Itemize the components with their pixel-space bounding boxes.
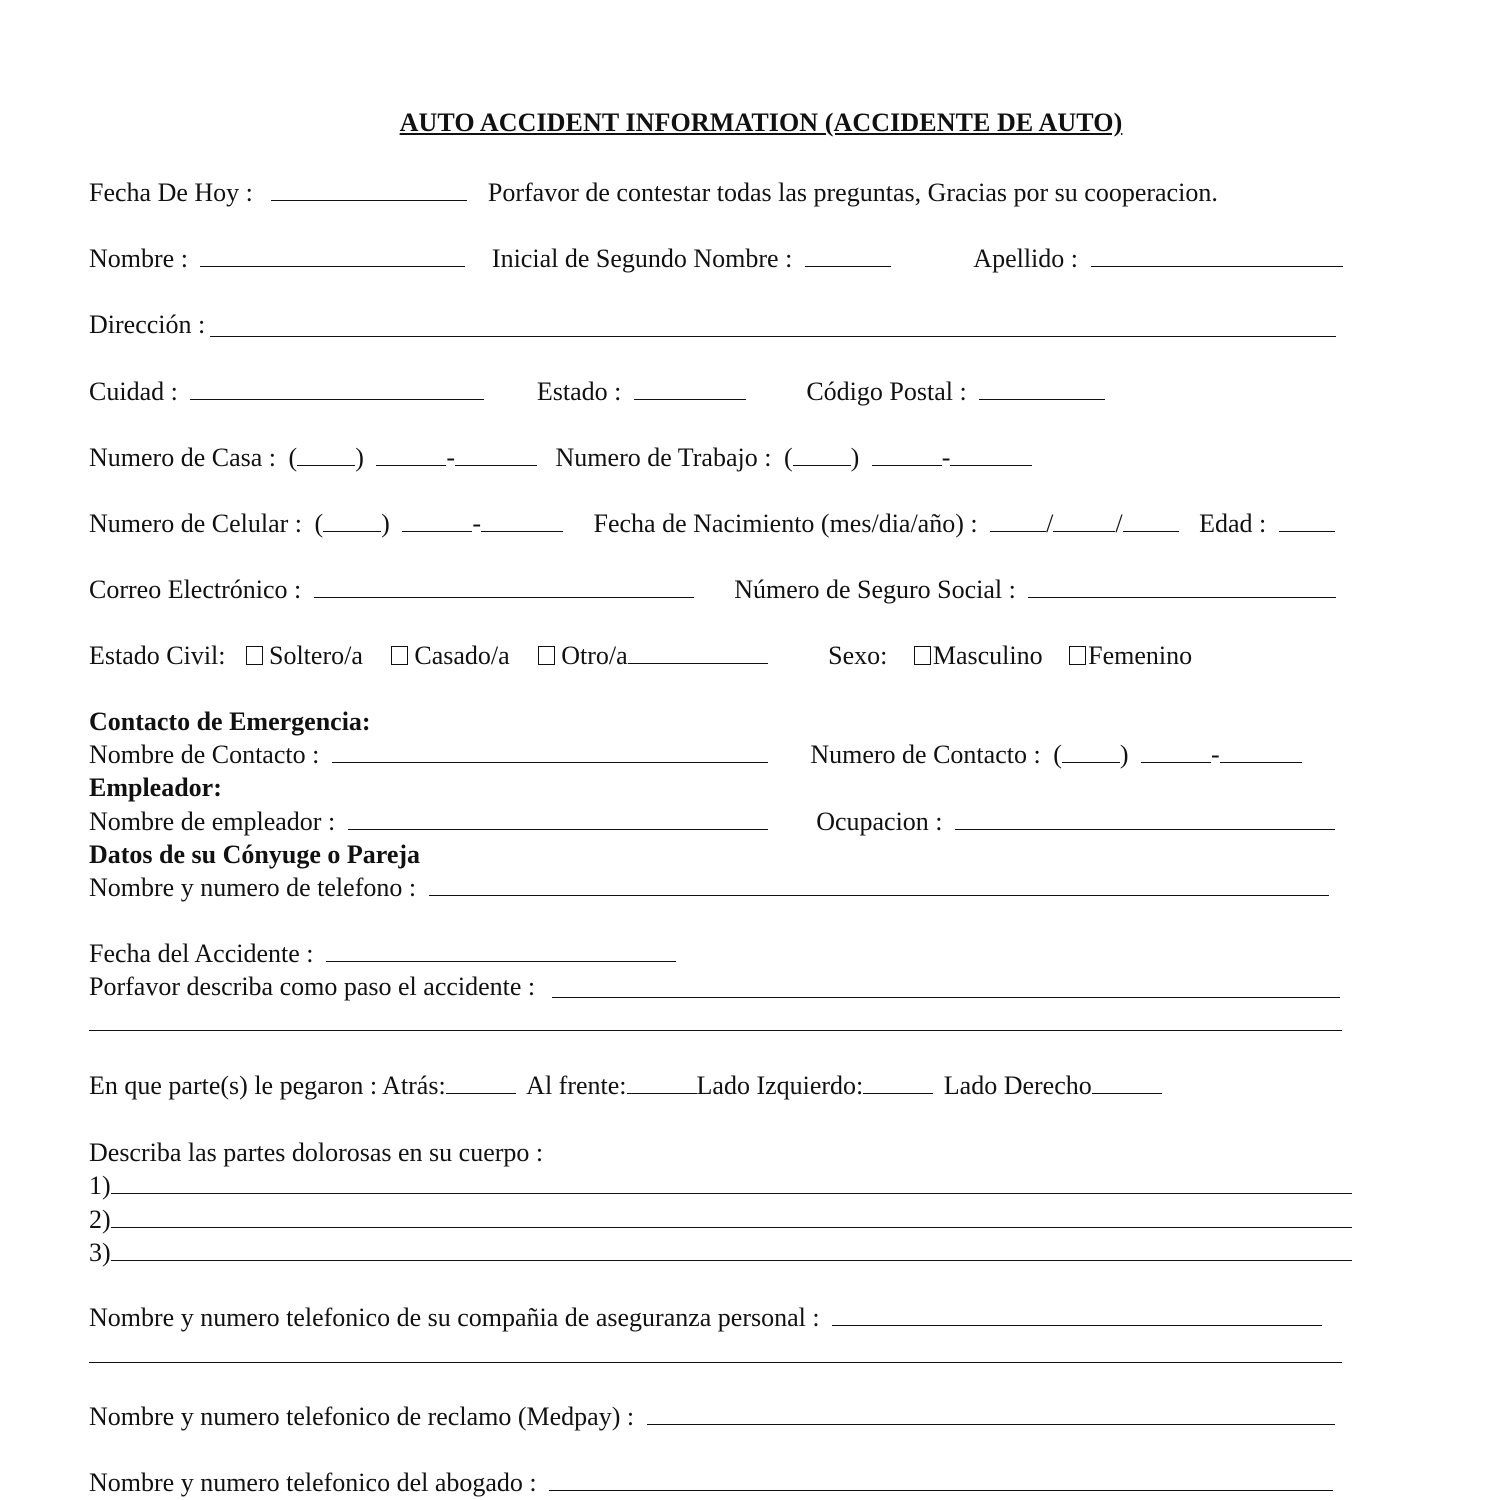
- row-conyuge: [89, 871, 1329, 905]
- casa-prefix-field[interactable]: [376, 443, 446, 466]
- row-empleador: [89, 805, 1335, 839]
- seguro-label: Nombre y numero telefonico de su compañia de aseguranza personal :: [89, 1303, 820, 1332]
- nacimiento-ano-field[interactable]: [1123, 509, 1179, 532]
- abogado-label: Nombre y numero telefonico del abogado :: [89, 1468, 537, 1497]
- row-ciudad: [89, 375, 1105, 409]
- nacimiento-dia-field[interactable]: [1053, 509, 1115, 532]
- trabajo-number-field[interactable]: [950, 443, 1032, 466]
- trabajo-area-field[interactable]: [793, 443, 851, 466]
- paren-close: ): [850, 443, 860, 472]
- medpay-label: Nombre y numero telefonico de reclamo (Medpay) :: [89, 1402, 635, 1431]
- empleador-heading: Empleador:: [89, 773, 222, 802]
- option-otro[interactable]: [538, 641, 627, 670]
- row-abogado: [89, 1466, 1333, 1500]
- row-correo: [89, 573, 1336, 607]
- edad-field[interactable]: [1279, 509, 1335, 532]
- describa-label: Porfavor describa como paso el accidente :: [89, 972, 536, 1001]
- option-masculino[interactable]: [914, 641, 1043, 670]
- slash: /: [1046, 509, 1054, 538]
- dolor-item-1: [89, 1169, 1352, 1203]
- nombre-field[interactable]: [200, 244, 465, 267]
- dolor-item-2: [89, 1203, 1352, 1237]
- fecha-hoy-label: Fecha De Hoy :: [89, 178, 253, 207]
- describa-field-line-2[interactable]: [89, 1030, 1342, 1031]
- izquierdo-label: Lado Izquierdo:: [696, 1071, 864, 1100]
- estado-field[interactable]: [634, 377, 746, 400]
- casa-label: Numero de Casa :: [89, 443, 277, 472]
- row-fecha-hoy: [89, 176, 1218, 210]
- dolor-item-3: [89, 1236, 1352, 1270]
- ssn-label: Número de Seguro Social :: [734, 575, 1016, 604]
- direccion-label: Dirección :: [89, 310, 206, 339]
- row-fecha-accidente: [89, 937, 676, 971]
- paren-open: (: [783, 443, 793, 472]
- ciudad-label: Cuidad :: [89, 377, 178, 406]
- emergencia-prefix-field[interactable]: [1141, 740, 1211, 763]
- seguro-field[interactable]: [832, 1303, 1322, 1326]
- fecha-accidente-label: Fecha del Accidente :: [89, 939, 314, 968]
- emergencia-numero-label: Numero de Contacto :: [810, 740, 1041, 769]
- checkbox[interactable]: [1069, 646, 1086, 665]
- casa-area-field[interactable]: [297, 443, 355, 466]
- instructions-note: Porfavor de contestar todas las preguntas, Gracias por su cooperacion.: [487, 178, 1218, 207]
- option-soltero[interactable]: [246, 641, 363, 670]
- emergencia-nombre-label: Nombre de Contacto :: [89, 740, 320, 769]
- dolor-field-1[interactable]: [111, 1171, 1352, 1194]
- postal-label: Código Postal :: [806, 377, 967, 406]
- dolor-item-number: 3): [89, 1238, 111, 1267]
- paren-close: ): [381, 509, 390, 538]
- fecha-hoy-field[interactable]: [271, 178, 467, 201]
- fecha-accidente-field[interactable]: [326, 939, 676, 962]
- dash: -: [941, 443, 951, 472]
- option-label: Soltero/a: [269, 641, 363, 670]
- trabajo-prefix-field[interactable]: [872, 443, 942, 466]
- slash: /: [1115, 509, 1123, 538]
- estado-label: Estado :: [536, 377, 622, 406]
- conyuge-label: Nombre y numero de telefono :: [89, 873, 417, 902]
- row-celular: [89, 507, 1335, 541]
- medpay-field[interactable]: [647, 1402, 1335, 1425]
- ocupacion-label: Ocupacion :: [816, 807, 943, 836]
- paren-open: (: [1053, 740, 1062, 769]
- celular-label: Numero de Celular :: [89, 509, 302, 538]
- paren-open: (: [288, 443, 298, 472]
- dolor-item-number: 2): [89, 1205, 111, 1234]
- option-femenino[interactable]: [1069, 641, 1192, 670]
- row-telefonos: [89, 441, 1032, 475]
- paren-close: ): [355, 443, 364, 472]
- edad-label: Edad :: [1199, 509, 1267, 538]
- inicial-field[interactable]: [805, 244, 891, 267]
- paren-open: (: [314, 509, 324, 538]
- option-casado[interactable]: [391, 641, 509, 670]
- option-label: Otro/a: [561, 641, 628, 670]
- derecho-field[interactable]: [1092, 1071, 1162, 1094]
- celular-area-field[interactable]: [323, 509, 381, 532]
- emergencia-area-field[interactable]: [1062, 740, 1120, 763]
- celular-number-field[interactable]: [481, 509, 563, 532]
- dash: -: [472, 509, 482, 538]
- option-label: Femenino: [1088, 641, 1193, 670]
- conyuge-heading: Datos de su Cónyuge o Pareja: [89, 840, 421, 869]
- correo-field[interactable]: [314, 575, 694, 598]
- impacto-label: En que parte(s) le pegaron :: [89, 1071, 378, 1100]
- ocupacion-field[interactable]: [955, 807, 1335, 830]
- dolor-item-number: 1): [89, 1171, 111, 1200]
- emergencia-nombre-field[interactable]: [332, 740, 768, 763]
- seguro-field-line-2[interactable]: [89, 1362, 1342, 1363]
- row-direccion: [89, 308, 205, 342]
- form-title: AUTO ACCIDENT INFORMATION (ACCIDENTE DE AUTO): [399, 108, 1123, 137]
- row-describa: [89, 970, 535, 1004]
- checkbox[interactable]: [914, 646, 931, 665]
- izquierdo-field[interactable]: [863, 1071, 933, 1094]
- empleador-nombre-label: Nombre de empleador :: [89, 807, 336, 836]
- dash: -: [446, 443, 456, 472]
- apellido-label: Apellido :: [973, 244, 1079, 273]
- sexo-label: Sexo:: [828, 641, 888, 670]
- dolor-field-2[interactable]: [111, 1205, 1352, 1228]
- nacimiento-mes-field[interactable]: [990, 509, 1046, 532]
- abogado-field[interactable]: [549, 1468, 1333, 1491]
- inicial-label: Inicial de Segundo Nombre :: [491, 244, 793, 273]
- correo-label: Correo Electrónico :: [89, 575, 302, 604]
- row-nombre: [89, 242, 1343, 276]
- checkbox[interactable]: [391, 646, 408, 665]
- estado-civil-label: Estado Civil:: [89, 641, 226, 670]
- nombre-label: Nombre :: [89, 244, 188, 273]
- ciudad-field[interactable]: [190, 377, 484, 400]
- row-medpay: [89, 1400, 1335, 1434]
- frente-label: Al frente:: [526, 1071, 627, 1100]
- ssn-field[interactable]: [1028, 575, 1336, 598]
- conyuge-field[interactable]: [429, 873, 1329, 896]
- derecho-label: Lado Derecho: [943, 1071, 1092, 1100]
- dash: -: [1211, 740, 1220, 769]
- otro-field[interactable]: [628, 641, 768, 664]
- checkbox[interactable]: [538, 646, 555, 665]
- row-impacto: [89, 1069, 1162, 1103]
- option-label: Casado/a: [414, 641, 510, 670]
- row-estado-civil: [89, 639, 1192, 673]
- emergencia-number-field[interactable]: [1220, 740, 1302, 763]
- postal-field[interactable]: [979, 377, 1105, 400]
- dolor-field-3[interactable]: [111, 1238, 1352, 1261]
- celular-prefix-field[interactable]: [402, 509, 472, 532]
- option-label: Masculino: [932, 641, 1043, 670]
- atras-label: Atrás:: [382, 1071, 446, 1100]
- nacimiento-label: Fecha de Nacimiento (mes/dia/año) :: [593, 509, 978, 538]
- empleador-nombre-field[interactable]: [348, 807, 768, 830]
- apellido-field[interactable]: [1091, 244, 1343, 267]
- direccion-field[interactable]: [210, 336, 1336, 337]
- trabajo-label: Numero de Trabajo :: [555, 443, 772, 472]
- describa-field[interactable]: [552, 997, 1340, 998]
- row-seguro: [89, 1301, 1322, 1335]
- checkbox[interactable]: [246, 646, 263, 665]
- paren-close: ): [1119, 740, 1129, 769]
- frente-field[interactable]: [627, 1071, 697, 1094]
- atras-field[interactable]: [446, 1071, 516, 1094]
- dolor-label: Describa las partes dolorosas en su cuerpo :: [89, 1138, 544, 1167]
- row-emergencia: [89, 738, 1302, 772]
- emergencia-heading: Contacto de Emergencia:: [89, 707, 371, 736]
- casa-number-field[interactable]: [455, 443, 537, 466]
